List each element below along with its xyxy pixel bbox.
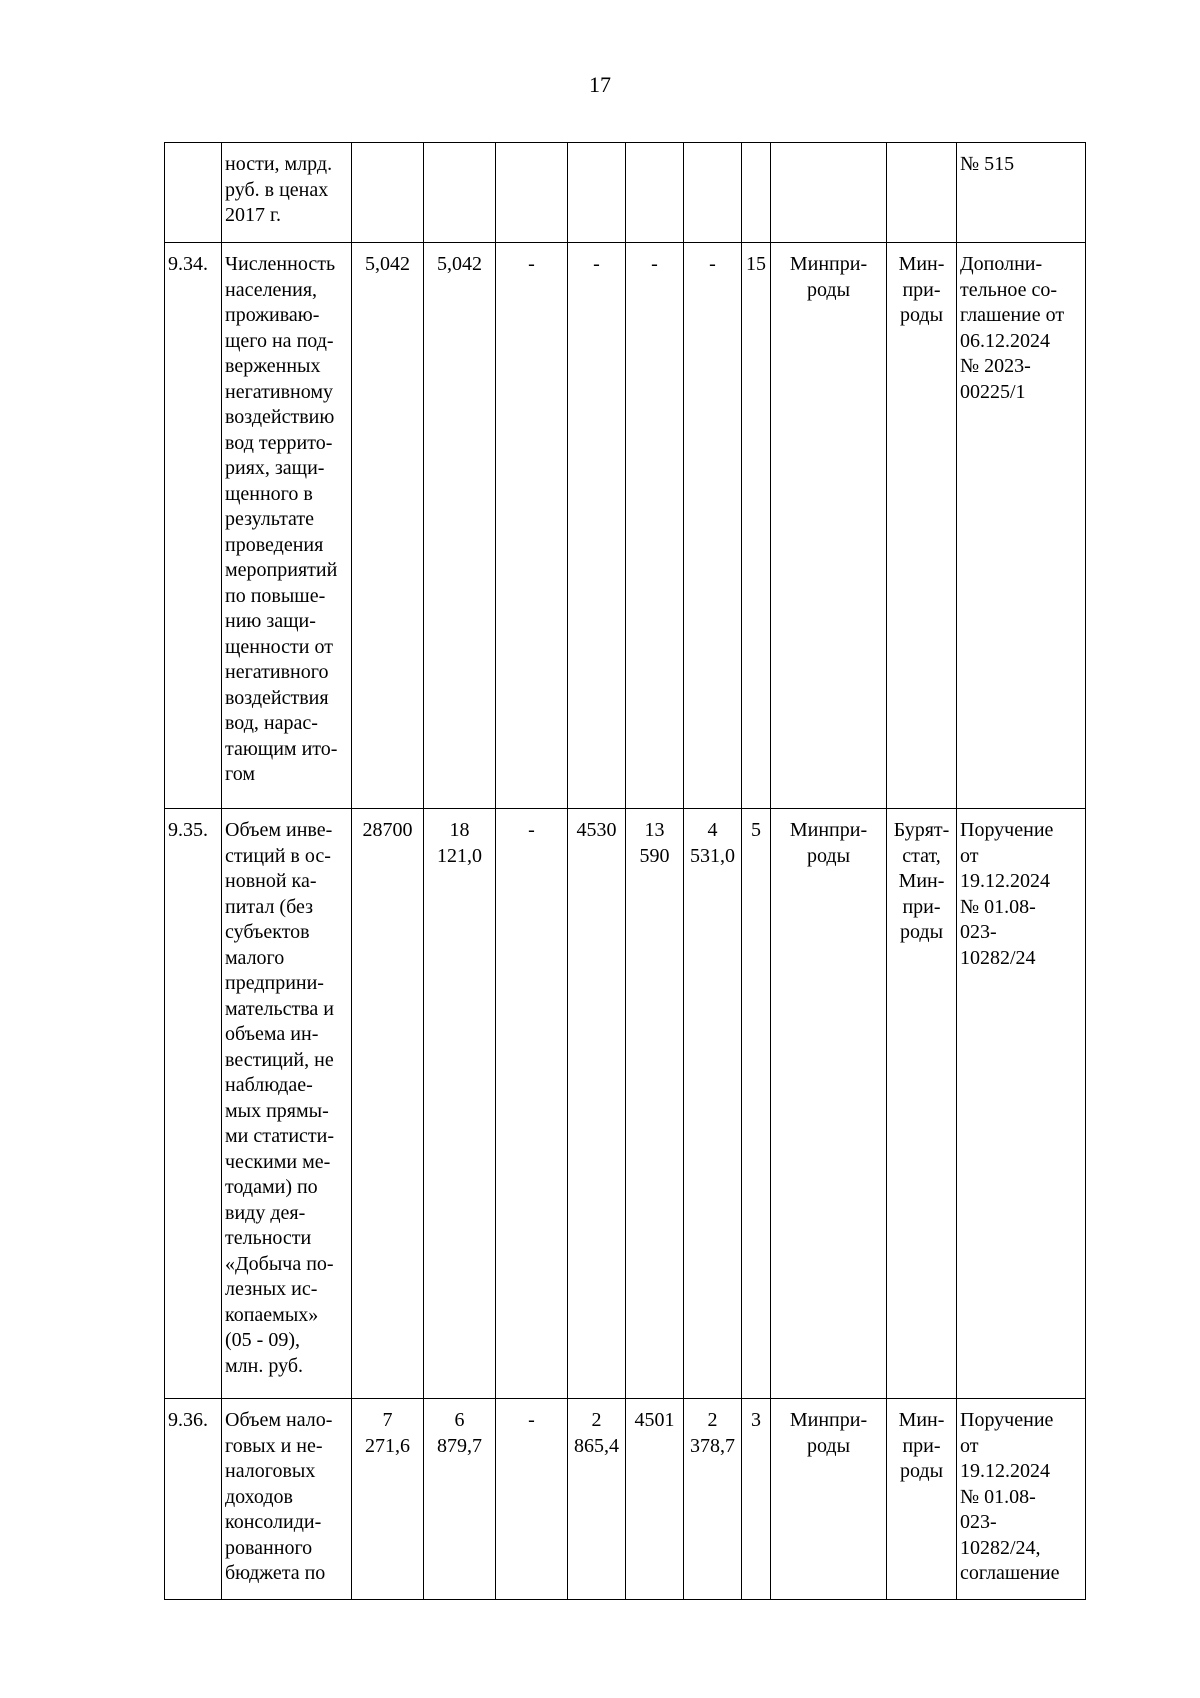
cell-text-line: населения, xyxy=(225,278,318,301)
cell-text-line: 6 xyxy=(454,1409,465,1431)
cell-text-line: 10282/24, xyxy=(960,1536,1041,1559)
cell-text-line: 271,6 xyxy=(365,1434,410,1457)
value-cell-4 xyxy=(568,143,626,243)
cell-text-line: роды xyxy=(806,278,851,301)
row-number-cell xyxy=(165,1399,222,1600)
table-row xyxy=(165,143,1086,243)
value-cell-5 xyxy=(626,243,684,809)
cell-text-line: Объем инве- xyxy=(225,819,333,841)
weight-cell xyxy=(742,1399,771,1600)
cell-text-line: 5 xyxy=(751,819,761,841)
table-row xyxy=(165,1399,1086,1600)
cell-text-line: 2 xyxy=(591,1409,602,1431)
cell-text-line: 865,4 xyxy=(574,1434,619,1457)
value-cell-2 xyxy=(424,1399,496,1600)
value-cell-2 xyxy=(424,143,496,243)
cell-text-line: налоговых xyxy=(225,1460,316,1482)
row-number-cell xyxy=(165,243,222,809)
cell-text-line: верженных xyxy=(225,355,321,377)
value-cell-3 xyxy=(496,1399,568,1600)
cell-text-line: 2 xyxy=(707,1409,718,1431)
cell-text-line: по повыше- xyxy=(225,584,326,607)
cell-text-line: наблюдае- xyxy=(225,1074,313,1096)
cell-text-line: нию защи- xyxy=(225,610,316,632)
indicator-name-cell xyxy=(222,1399,352,1600)
cell-text-line: малого xyxy=(225,946,285,969)
cell-text-line: гом xyxy=(225,763,255,785)
value-cell-1 xyxy=(352,809,424,1399)
cell-text-line: № 01.08- xyxy=(960,895,1036,918)
cell-text-line: вод террито- xyxy=(225,431,333,454)
responsible-cell xyxy=(771,1399,887,1600)
cell-text-line: роды xyxy=(806,1434,851,1457)
cell-text-line: тающим ито- xyxy=(225,737,338,760)
cell-text-line: 5,042 xyxy=(437,253,482,275)
value-cell-1 xyxy=(352,243,424,809)
row-number-cell xyxy=(165,809,222,1399)
cell-text-line: копаемых» xyxy=(225,1303,319,1326)
cell-text: 9.36. xyxy=(168,1409,208,1431)
cell-text-line: Бурят- xyxy=(893,819,950,841)
cell-text-line: роды xyxy=(899,304,944,326)
cell-text-line: питал (без xyxy=(225,895,314,918)
cell-text-line: стат, xyxy=(902,844,941,867)
responsible-cell xyxy=(771,243,887,809)
cell-text-line: Мин- xyxy=(898,253,945,275)
cell-text-line: тельности xyxy=(225,1227,312,1249)
cell-text-line: 10282/24 xyxy=(960,946,1036,969)
cell-text-line: № 2023- xyxy=(960,355,1031,377)
cell-text-line: Поручение xyxy=(960,1409,1054,1431)
cell-text: 9.35. xyxy=(168,819,208,841)
basis-cell xyxy=(957,809,1086,1399)
cell-text-line: виду дея- xyxy=(225,1201,306,1224)
basis-cell xyxy=(957,1399,1086,1600)
cell-text-line: - xyxy=(709,253,716,275)
basis-cell xyxy=(957,243,1086,809)
page-number: 17 xyxy=(589,72,611,97)
cell-text-line: стиций в ос- xyxy=(225,844,331,867)
cell-text-line: доходов xyxy=(225,1485,293,1508)
cell-text-line: субъектов xyxy=(225,921,310,943)
indicator-name-cell xyxy=(222,809,352,1399)
cell-text-line: роды xyxy=(899,921,944,943)
cell-text-line: 023- xyxy=(960,1511,997,1533)
cell-text-line: 5,042 xyxy=(365,253,410,275)
cell-text-line: ми статисти- xyxy=(225,1125,335,1147)
cell-text-line: мероприятий xyxy=(225,559,338,581)
cell-text-line: воздействия xyxy=(225,686,329,709)
cell-text-line: 590 xyxy=(639,844,670,867)
cell-text-line: - xyxy=(528,819,535,841)
weight-cell xyxy=(742,809,771,1399)
source-org-cell xyxy=(887,809,957,1399)
cell-text-line: роды xyxy=(899,1460,944,1482)
cell-text-line: мых прямы- xyxy=(225,1099,329,1122)
indicator-name-cell xyxy=(222,143,352,243)
cell-text-line: воздействию xyxy=(225,406,335,428)
cell-text-line: мательства и xyxy=(225,997,334,1020)
cell-text-line: 378,7 xyxy=(690,1434,735,1457)
cell-text-line: щего на под- xyxy=(225,329,334,352)
cell-text-line: Мин- xyxy=(898,1409,945,1431)
cell-text-line: № 01.08- xyxy=(960,1485,1036,1508)
indicator-name-cell xyxy=(222,243,352,809)
cell-text-line: Дополни- xyxy=(960,253,1043,275)
indicators-table xyxy=(164,142,1086,1600)
cell-text-line: - xyxy=(593,253,600,275)
value-cell-3 xyxy=(496,243,568,809)
cell-text-line: соглашение xyxy=(960,1562,1060,1584)
value-cell-1 xyxy=(352,1399,424,1600)
source-org-cell xyxy=(887,1399,957,1600)
source-org-cell xyxy=(887,243,957,809)
cell-text-line: 7 xyxy=(382,1409,393,1431)
basis-cell xyxy=(957,143,1086,243)
cell-text-line: 06.12.2024 xyxy=(960,329,1050,352)
cell-text-line: объема ин- xyxy=(225,1023,319,1045)
cell-text-line: ности, млрд. xyxy=(225,153,333,175)
cell-text-line: 13 xyxy=(644,819,665,841)
cell-text-line: от xyxy=(960,844,979,867)
cell-text-line: риях, защи- xyxy=(225,457,325,479)
cell-text-line: 18 xyxy=(449,819,470,841)
cell-text-line: проведения xyxy=(225,533,324,556)
cell-text-line: бюджета по xyxy=(225,1562,326,1584)
value-cell-4 xyxy=(568,243,626,809)
cell-text-line: 00225/1 xyxy=(960,380,1026,403)
cell-text-line: (05 - 09), xyxy=(225,1329,300,1351)
value-cell-3 xyxy=(496,809,568,1399)
cell-text-line: Минпри- xyxy=(789,819,868,841)
source-org-cell xyxy=(887,143,957,243)
cell-text-line: 023- xyxy=(960,921,997,943)
value-cell-5 xyxy=(626,1399,684,1600)
cell-text-line: 3 xyxy=(751,1409,761,1431)
weight-cell xyxy=(742,243,771,809)
cell-text-line: «Добыча по- xyxy=(225,1252,334,1275)
value-cell-5 xyxy=(626,143,684,243)
value-cell-6 xyxy=(684,243,742,809)
cell-text-line: от xyxy=(960,1434,979,1457)
cell-text-line: Мин- xyxy=(898,870,945,892)
cell-text-line: 2017 г. xyxy=(225,204,281,226)
cell-text-line: 879,7 xyxy=(437,1434,482,1457)
cell-text-line: Объем нало- xyxy=(225,1409,333,1431)
cell-text-line: лезных ис- xyxy=(225,1278,318,1300)
table-row xyxy=(165,809,1086,1399)
cell-text-line: руб. в ценах xyxy=(225,178,329,201)
cell-text-line: 19.12.2024 xyxy=(960,1460,1050,1482)
cell-text-line: негативному xyxy=(225,380,334,403)
cell-text-line: при- xyxy=(902,895,941,918)
cell-text-line: Поручение xyxy=(960,819,1054,841)
cell-text-line: 531,0 xyxy=(690,844,735,867)
cell-text-line: консолиди- xyxy=(225,1511,322,1533)
value-cell-2 xyxy=(424,243,496,809)
cell-text-line: глашение от xyxy=(960,304,1065,326)
cell-text-line: роды xyxy=(806,844,851,867)
value-cell-6 xyxy=(684,143,742,243)
cell-text-line: вод, нарас- xyxy=(225,712,318,734)
cell-text-line: - xyxy=(528,253,535,275)
cell-text-line: 4 xyxy=(707,819,718,841)
cell-text-line: новной ка- xyxy=(225,870,317,892)
cell-text-line: млн. руб. xyxy=(225,1354,303,1377)
cell-text-line: - xyxy=(528,1409,535,1431)
cell-text-line: при- xyxy=(902,1434,941,1457)
cell-text-line: 4501 xyxy=(634,1409,675,1431)
cell-text-line: 15 xyxy=(746,253,766,275)
cell-text-line: при- xyxy=(902,278,941,301)
value-cell-1 xyxy=(352,143,424,243)
cell-text-line: вестиций, не xyxy=(225,1048,334,1071)
cell-text-line: № 515 xyxy=(960,153,1015,175)
cell-text-line: результате xyxy=(225,508,315,530)
cell-text-line: ческими ме- xyxy=(225,1150,331,1173)
cell-text-line: щенности от xyxy=(225,635,333,658)
cell-text-line: - xyxy=(651,253,658,275)
cell-text: 9.34. xyxy=(168,253,208,275)
cell-text-line: Минпри- xyxy=(789,1409,868,1431)
cell-text-line: щенного в xyxy=(225,482,313,505)
cell-text-line: проживаю- xyxy=(225,304,320,326)
responsible-cell xyxy=(771,809,887,1399)
value-cell-6 xyxy=(684,1399,742,1600)
cell-text-line: Минпри- xyxy=(789,253,868,275)
row-number-cell xyxy=(165,143,222,243)
cell-text-line: Численность xyxy=(225,253,336,275)
cell-text-line: тельное со- xyxy=(960,278,1058,301)
cell-text-line: 19.12.2024 xyxy=(960,870,1050,892)
value-cell-4 xyxy=(568,1399,626,1600)
value-cell-5 xyxy=(626,809,684,1399)
cell-text-line: 4530 xyxy=(576,819,617,841)
cell-text-line: 28700 xyxy=(362,819,413,841)
responsible-cell xyxy=(771,143,887,243)
cell-text-line: говых и не- xyxy=(225,1434,323,1457)
cell-text-line: 121,0 xyxy=(437,844,482,867)
value-cell-2 xyxy=(424,809,496,1399)
cell-text-line: негативного xyxy=(225,661,329,683)
cell-text-line: тодами) по xyxy=(225,1176,318,1198)
cell-text-line: предприни- xyxy=(225,972,324,994)
value-cell-4 xyxy=(568,809,626,1399)
cell-text-line: рованного xyxy=(225,1536,313,1559)
value-cell-6 xyxy=(684,809,742,1399)
weight-cell xyxy=(742,143,771,243)
value-cell-3 xyxy=(496,143,568,243)
table-row xyxy=(165,243,1086,809)
